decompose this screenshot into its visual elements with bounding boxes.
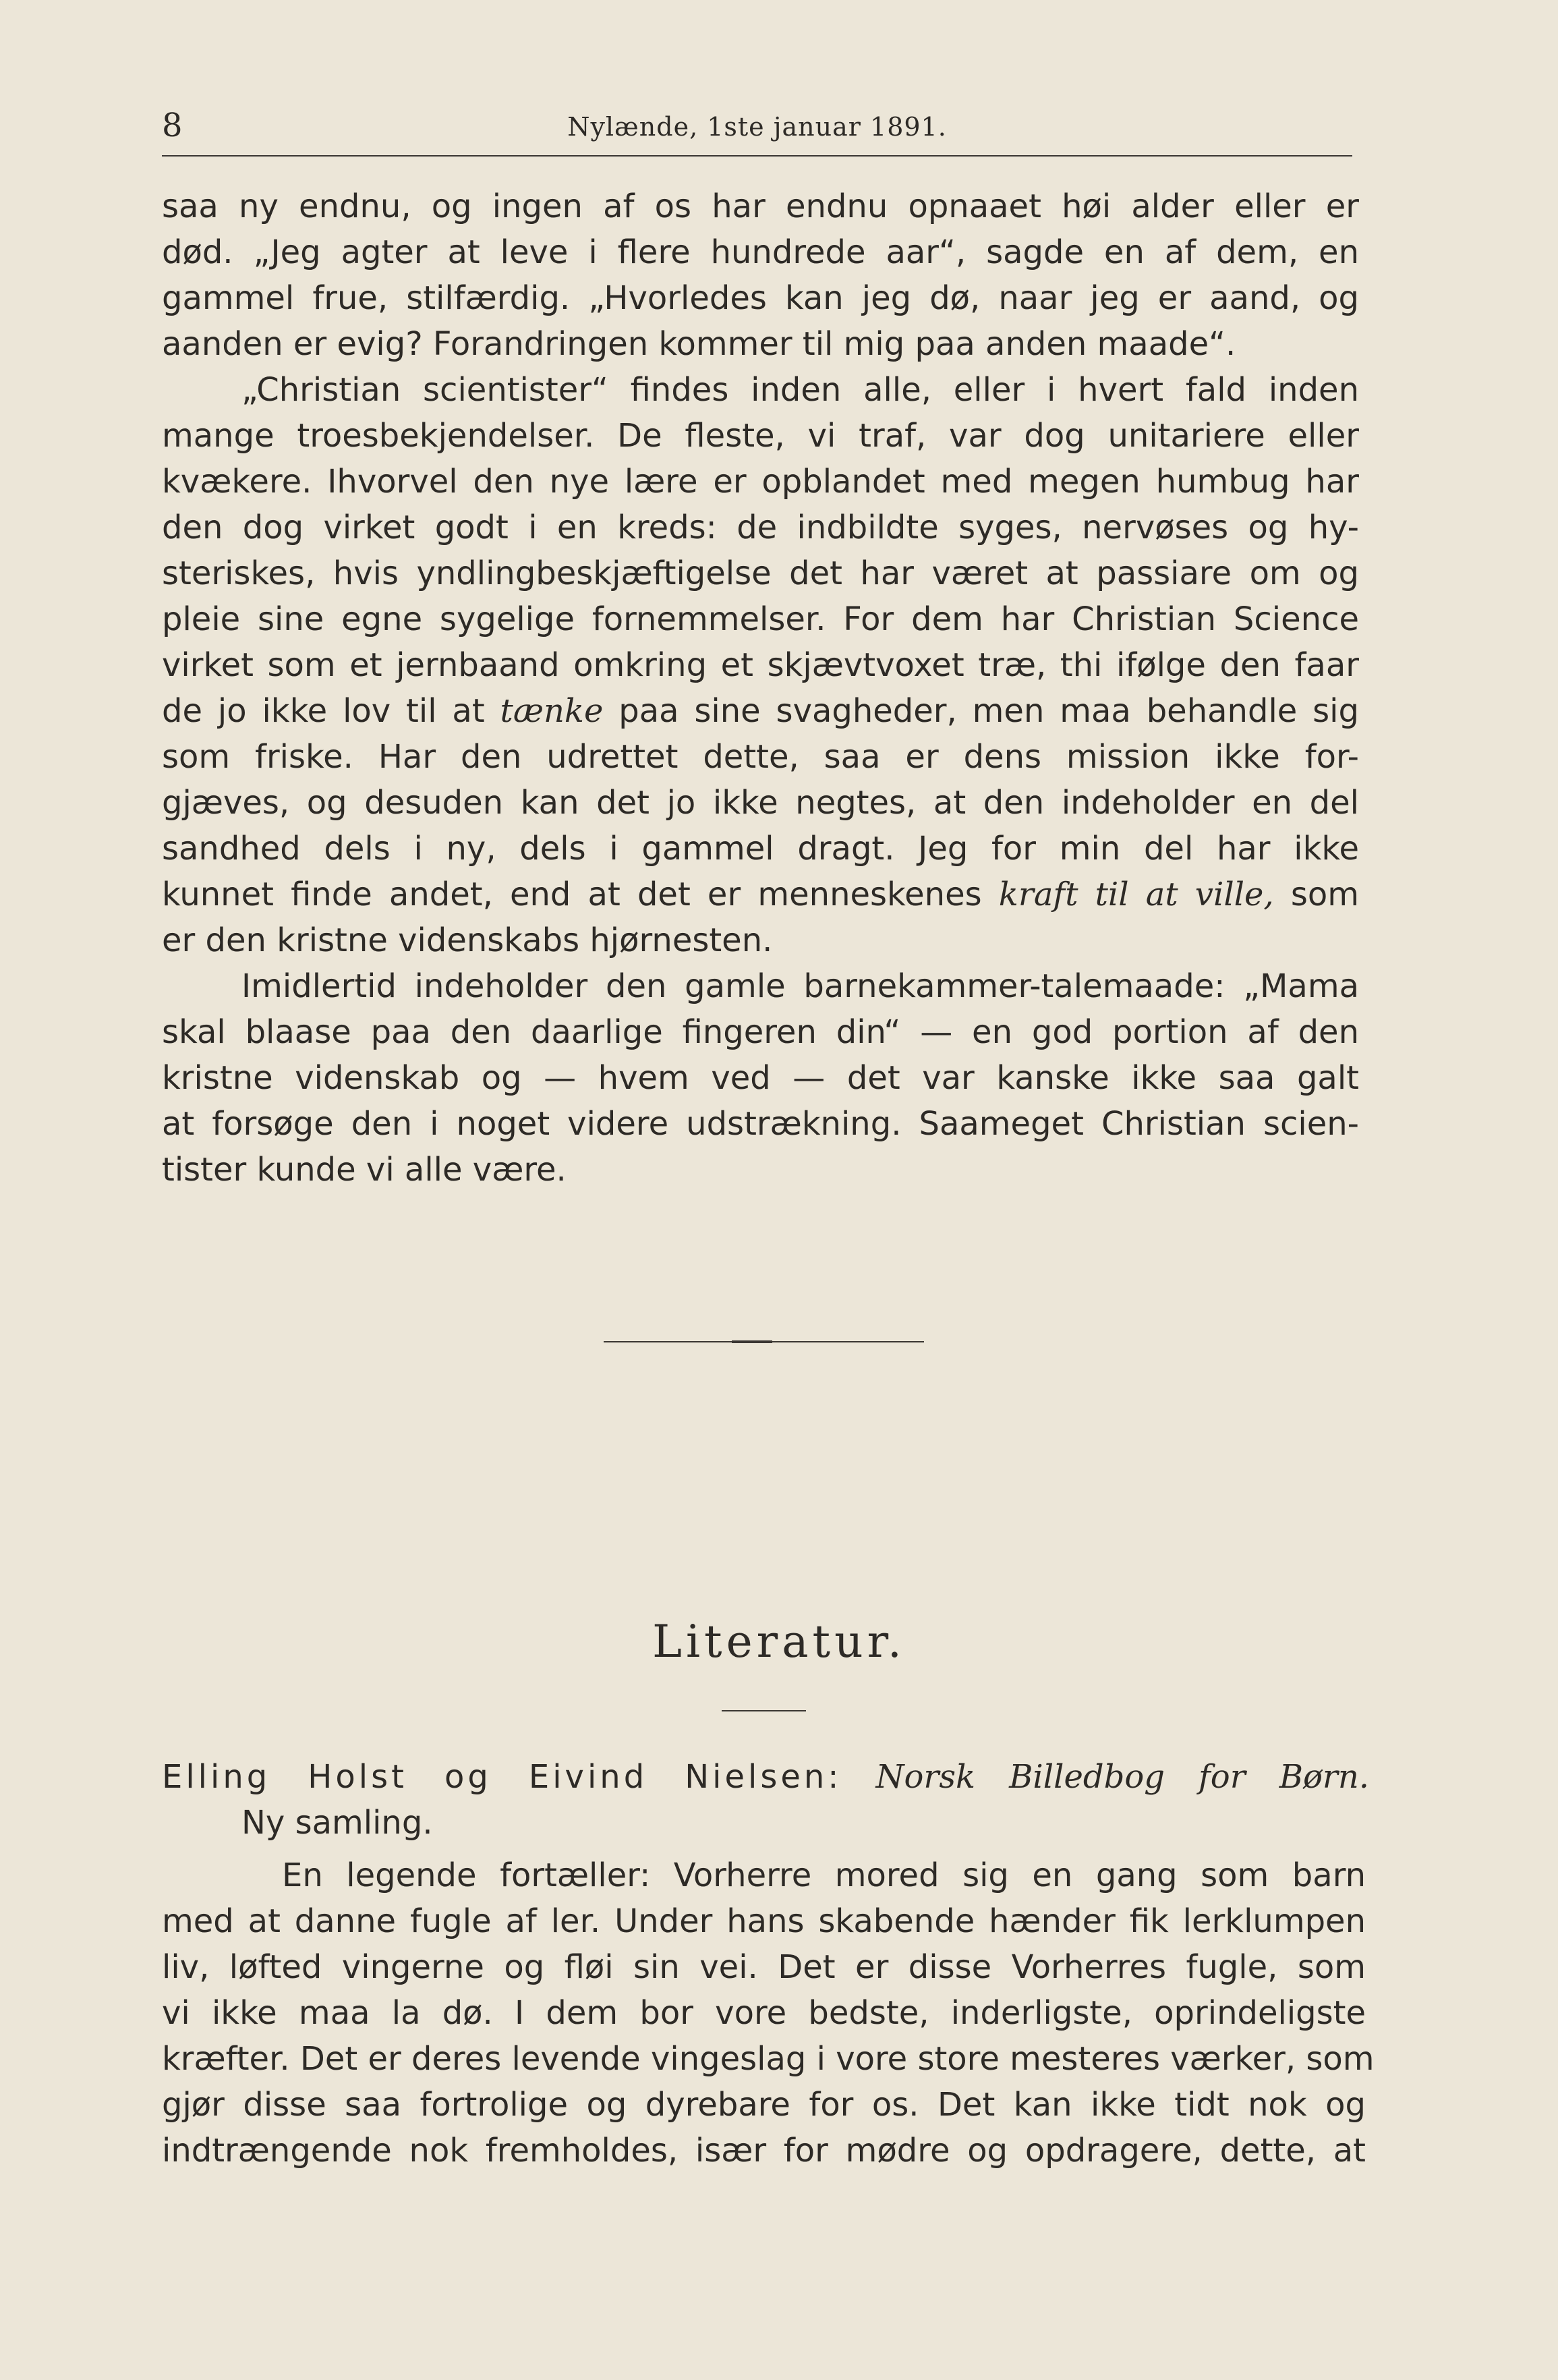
heading-rule (722, 1710, 806, 1711)
text-line: død. „Jeg agter at leve i flere hundrede aar“, sagde en af dem, en (162, 233, 1359, 271)
text-line: gjør disse saa fortrolige og dyrebare for os. Det kan ikke tidt nok og (162, 2086, 1366, 2124)
text-line-with-emphasis: kunnet finde andet, end at det er menneskenes kraft til at ville, som (162, 876, 1360, 913)
book-citation (162, 1754, 1369, 1800)
text-line: som friske. Har den udrettet dette, saa er dens mission ikke for- (162, 738, 1359, 776)
text-line: liv, løfted vingerne og fløi sin vei. Det er disse Vorherres fugle, som (162, 1948, 1366, 1986)
text-line: mange troesbekjendelser. De fleste, vi traf, var dog unitariere eller (162, 417, 1359, 455)
text-line: kvækere. Ihvorvel den nye lære er opblandet med megen humbug har (162, 463, 1359, 501)
text-line: steriskes, hvis yndlingbeskjæftigelse det har været at passiare om og (162, 555, 1359, 592)
text-line: aanden er evig? Forandringen kommer til mig paa anden maade“. (162, 325, 1236, 363)
text-line: saa ny endnu, og ingen af os har endnu opnaaet høi alder eller er (162, 188, 1359, 225)
text-line: gammel frue, stilfærdig. „Hvorledes kan jeg dø, naar jeg er aand, og (162, 279, 1359, 317)
paragraph-start-line: En legende fortæller: Vorherre mored sig en gang som barn (282, 1857, 1366, 1894)
text-line: virket som et jernbaand omkring et skjævtvoxet træ, thi ifølge den faar (162, 646, 1359, 684)
text-line: at forsøge den i noget videre udstrækning. Saameget Christian scien- (162, 1105, 1359, 1143)
article-text (162, 183, 1359, 1193)
paragraph-start-line: „Christian scientister“ findes inden alle, eller i hvert fald inden (241, 371, 1359, 409)
running-title: Nylænde, 1ste januar 1891. (567, 112, 947, 142)
emphasis-phrase: kraft til at ville, (998, 876, 1274, 913)
text-line: kristne videnskab og — hvem ved — det var kanske ikke saa galt (162, 1059, 1359, 1097)
section-heading: Literatur. (652, 1616, 906, 1668)
book-authors: Elling Holst og Eivind Nielsen: (162, 1758, 842, 1796)
text-line: indtrængende nok fremholdes, især for mødre og opdragere, dette, at (162, 2132, 1366, 2170)
emphasis-word: tænke (500, 692, 604, 730)
text-line: pleie sine egne sygelige fornemmelser. For dem har Christian Science (162, 600, 1359, 638)
text-line-with-emphasis: de jo ikke lov til at tænke paa sine svagheder, men maa behandle sig (162, 692, 1359, 730)
text-line: med at danne fugle af ler. Under hans skabende hænder fik lerklumpen (162, 1902, 1366, 1940)
text-line: sandhed dels i ny, dels i gammel dragt. Jeg for min del har ikke (162, 830, 1359, 868)
page-number: 8 (162, 107, 183, 144)
text-line: tister kunde vi alle være. (162, 1151, 567, 1189)
text-line: er den kristne videnskabs hjørnesten. (162, 922, 773, 959)
review-text (162, 1754, 1375, 2170)
review-body (162, 1852, 1375, 2174)
text-line: kræfter. Det er deres levende vingeslag i vore store mesteres værker, som (162, 2040, 1375, 2078)
page-header (162, 101, 1352, 157)
book-subtitle: Ny samling. (241, 1804, 433, 1842)
section-divider (604, 1341, 924, 1342)
paragraph-start-line: Imidlertid indeholder den gamle barnekammer-talemaade: „Mama (241, 967, 1359, 1005)
text-line: skal blaase paa den daarlige fingeren din“ — en god portion af den (162, 1013, 1359, 1051)
text-line: den dog virket godt i en kreds: de indbildte syges, nervøses og hy- (162, 509, 1359, 546)
text-line: gjæves, og desuden kan det jo ikke negtes, at den indeholder en del (162, 784, 1359, 822)
book-title: Norsk Billedbog for Børn. (875, 1758, 1369, 1796)
text-line: vi ikke maa la dø. I dem bor vore bedste, inderligste, oprindeligste (162, 1994, 1366, 2032)
